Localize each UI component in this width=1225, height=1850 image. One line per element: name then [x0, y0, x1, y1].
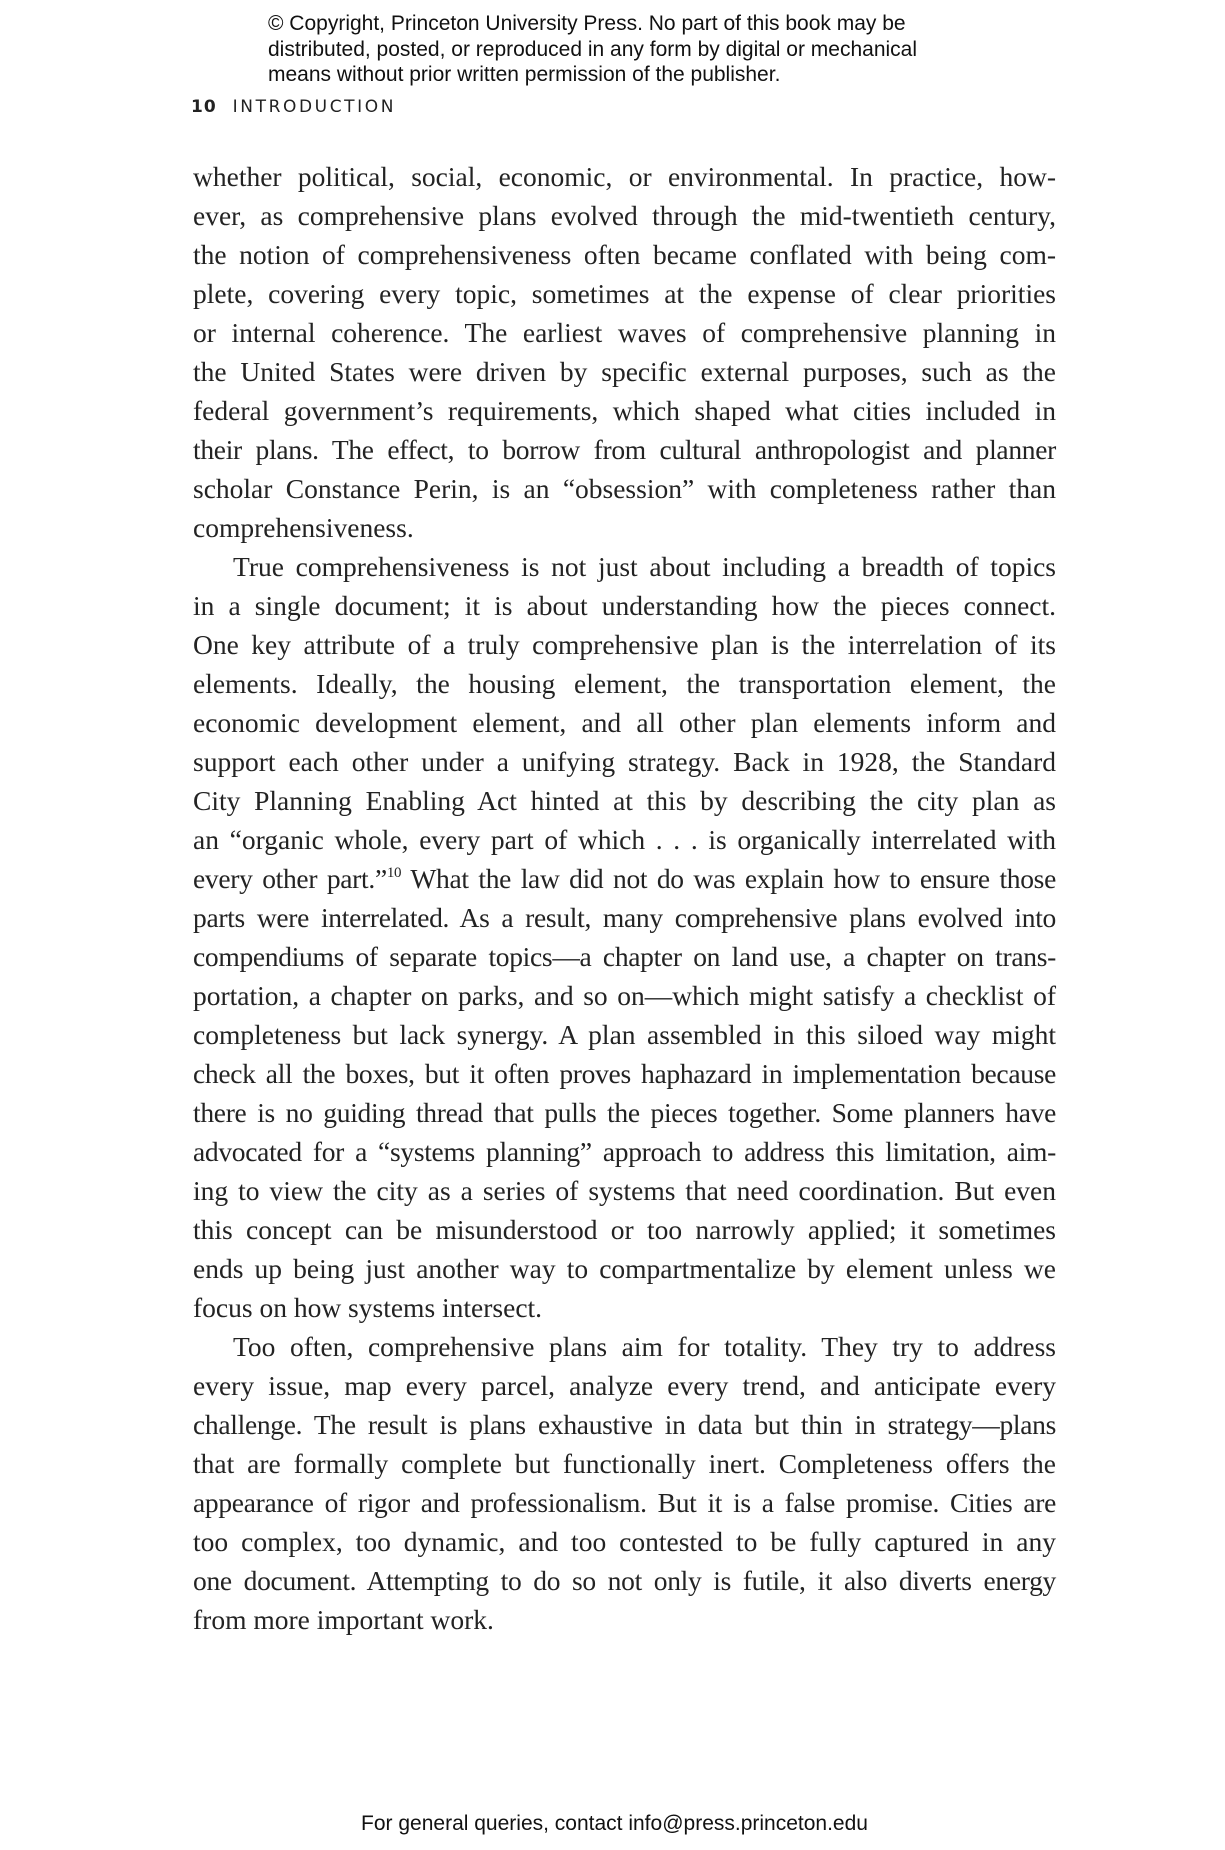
text-line: in a single document; it is about understanding how the pieces connect.: [193, 590, 1056, 621]
text-line: advocated for a “systems planning” approach to address this limitation, aim-: [193, 1136, 1056, 1167]
text-line: focus on how systems intersect.: [193, 1292, 543, 1323]
text-line: challenge. The result is plans exhaustive in data but thin in strategy—plans: [193, 1409, 1056, 1440]
text-line: one document. Attempting to do so not only is futile, it also diverts energy: [193, 1565, 1056, 1596]
paragraph: [193, 1327, 1056, 1639]
text-line: or internal coherence. The earliest waves of comprehensive planning in: [193, 317, 1056, 348]
text-line: Too often, comprehensive plans aim for totality. They try to address: [233, 1331, 1056, 1362]
text-line: the United States were driven by specific external purposes, such as the: [193, 356, 1056, 387]
footer: [0, 1812, 1225, 1836]
running-head: [191, 97, 396, 117]
text-line: an “organic whole, every part of which . . . is organically interrelated with: [193, 824, 1056, 855]
text-line: this concept can be misunderstood or too narrowly applied; it sometimes: [193, 1214, 1056, 1245]
contact-text: For general queries, contact info@press.princeton.edu: [361, 1812, 868, 1835]
quote-end: every other part.”: [193, 863, 387, 894]
text-line: their plans. The effect, to borrow from cultural anthropologist and planner: [193, 434, 1056, 465]
text-line: elements. Ideally, the housing element, the transportation element, the: [193, 668, 1056, 699]
copyright-line: distributed, posted, or reproduced in any form by digital or mechanical: [268, 37, 918, 61]
text-line: whether political, social, economic, or environmental. In practice, how-: [193, 161, 1056, 192]
text-line: check all the boxes, but it often proves haphazard in implementation because: [193, 1058, 1056, 1089]
text-line: the notion of comprehensiveness often became conflated with being com-: [193, 239, 1056, 270]
paragraph: [193, 547, 1056, 1327]
text-line: [193, 859, 1056, 898]
copyright-line: means without prior written permission of the publisher.: [268, 63, 781, 86]
text-line: True comprehensiveness is not just about including a breadth of topics: [233, 551, 1056, 582]
text-line: there is no guiding thread that pulls the pieces together. Some planners have: [193, 1097, 1056, 1128]
text-line: every issue, map every parcel, analyze every trend, and anticipate every: [193, 1370, 1056, 1401]
copyright-line: © Copyright, Princeton University Press. No part of this book may be: [268, 12, 906, 35]
paragraph: [193, 157, 1056, 547]
text-line: federal government’s requirements, which shaped what cities included in: [193, 395, 1056, 426]
text-line: ends up being just another way to compartmentalize by element unless we: [193, 1253, 1056, 1284]
text-line: support each other under a unifying strategy. Back in 1928, the Standard: [193, 746, 1056, 777]
text-line: portation, a chapter on parks, and so on—which might satisfy a checklist of: [193, 980, 1056, 1011]
text-line: compendiums of separate topics—a chapter on land use, a chapter on trans-: [193, 941, 1056, 972]
text-line: One key attribute of a truly comprehensive plan is the interrelation of its: [193, 629, 1056, 660]
text-line: too complex, too dynamic, and too contested to be fully captured in any: [193, 1526, 1056, 1557]
text-line: from more important work.: [193, 1604, 494, 1635]
text-line: appearance of rigor and professionalism. But it is a false promise. Cities are: [193, 1487, 1056, 1518]
text-line: economic development element, and all other plan elements inform and: [193, 707, 1056, 738]
text-line: comprehensiveness.: [193, 512, 414, 543]
text-line: completeness but lack synergy. A plan assembled in this siloed way might: [193, 1019, 1056, 1050]
body-text: [193, 157, 1056, 1639]
footnote-reference[interactable]: 10: [386, 865, 402, 881]
section-title: INTRODUCTION: [232, 97, 397, 117]
sentence: What the law did not do was explain how to ensure those: [410, 863, 1056, 894]
page-number: 10: [191, 97, 217, 117]
text-line: ing to view the city as a series of systems that need coordination. But even: [193, 1175, 1056, 1206]
copyright-notice: [268, 11, 988, 88]
text-line: plete, covering every topic, sometimes at the expense of clear priorities: [193, 278, 1056, 309]
text-line: that are formally complete but functionally inert. Completeness offers the: [193, 1448, 1056, 1479]
text-line: parts were interrelated. As a result, many comprehensive plans evolved into: [193, 902, 1056, 933]
text-line: scholar Constance Perin, is an “obsession” with completeness rather than: [193, 473, 1056, 504]
text-line: City Planning Enabling Act hinted at this by describing the city plan as: [193, 785, 1056, 816]
text-line: ever, as comprehensive plans evolved through the mid-twentieth century,: [193, 200, 1056, 231]
